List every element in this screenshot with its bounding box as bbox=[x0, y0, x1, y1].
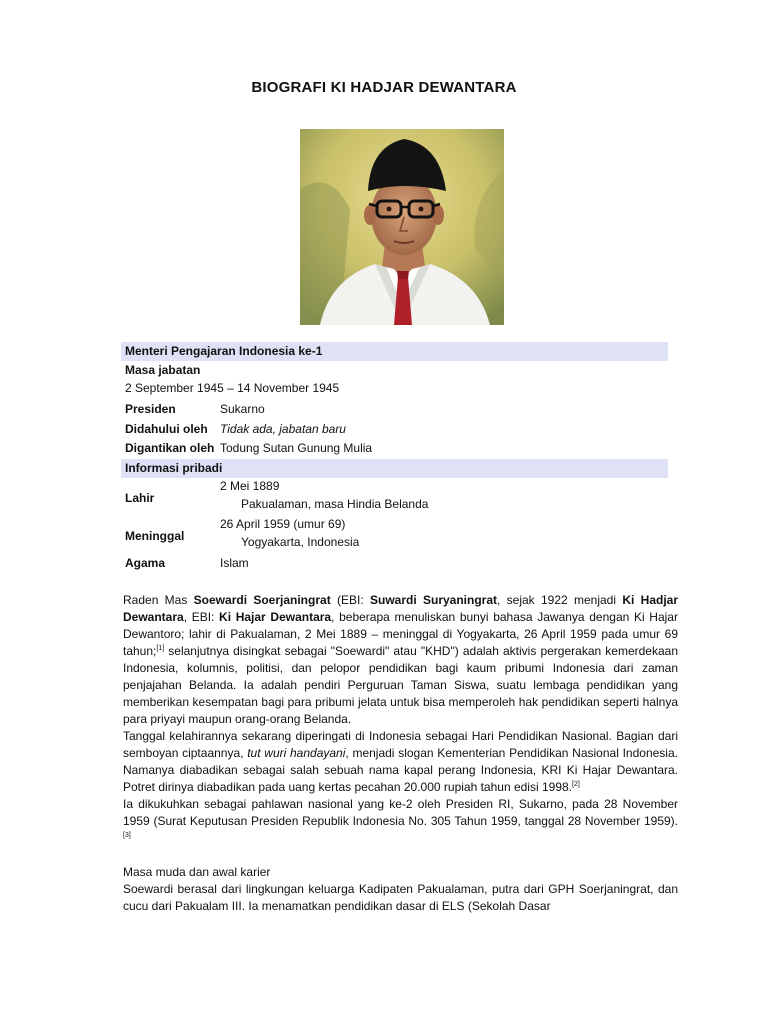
p1-text: selanjutnya disingkat sebagai "Soewardi" atau "KHD") adalah aktivis pergerakan kemerdekaan Indonesia, kolumnis, politisi, dan pelopor pendidikan bagi kaum pribumi Indonesia dari zaman penjajahan Belanda. Ia adalah pendiri Perguruan Taman Siswa, suatu lembaga pendidikan yang memberikan kesempatan bagi para pribumi jelata untuk bisa memperoleh hak pendidikan seperti halnya para priyayi maupun orang-orang Belanda. bbox=[123, 644, 678, 726]
preceded-value: Tidak ada, jabatan baru bbox=[220, 422, 346, 436]
born-date: 2 Mei 1889 bbox=[220, 479, 280, 493]
document-title: BIOGRAFI KI HADJAR DEWANTARA bbox=[251, 79, 517, 96]
term-label: Masa jabatan bbox=[125, 363, 201, 377]
religion-value: Islam bbox=[220, 556, 249, 570]
president-label: Presiden bbox=[125, 402, 176, 416]
article-body bbox=[123, 592, 678, 915]
preceded-label: Didahului oleh bbox=[125, 422, 208, 436]
citation-ref-3[interactable]: [3] bbox=[123, 832, 131, 839]
paragraph-intro bbox=[123, 592, 678, 728]
p2-motto-italic: tut wuri handayani bbox=[247, 746, 346, 760]
p1-text: , EBI: bbox=[183, 610, 220, 624]
p3-text: Ia dikukuhkan sebagai pahlawan nasional yang ke-2 oleh Presiden RI, Sukarno, pada 28 November 1959 (Surat Keputusan Presiden Republik Indonesia No. 305 Tahun 1959, tanggal 28 November 1959). bbox=[123, 797, 678, 828]
p1-text: (EBI: bbox=[330, 593, 370, 607]
p2-text: , menjadi slogan Kementerian Pendidikan Nasional Indonesia. Namanya diabadikan sebagai salah sebuah nama kapal perang Indonesia, KRI Ki Hajar Dewantara. Potret dirinya diabadikan pada uang kertas pecahan 20.000 rupiah tahun edisi 1998. bbox=[123, 746, 678, 794]
personal-info-header: Informasi pribadi bbox=[121, 459, 668, 478]
citation-ref-1[interactable]: [1] bbox=[156, 645, 165, 652]
term-value: 2 September 1945 – 14 November 1945 bbox=[125, 381, 340, 395]
died-date: 26 April 1959 (umur 69) bbox=[220, 517, 346, 531]
p1-name-bold: Ki Hajar Dewantara bbox=[219, 610, 332, 624]
paragraph-early-life: Soewardi berasal dari lingkungan keluarga Kadipaten Pakualaman, putra dari GPH Soerjaningrat, dan cucu dari Pakualam III. Ia menamatkan pendidikan dasar di ELS (Sekolah Dasar bbox=[123, 882, 678, 913]
born-place: Pakualaman, masa Hindia Belanda bbox=[241, 497, 429, 511]
p1-name-bold: Ki Hadjar Dewantara bbox=[123, 593, 679, 624]
paragraph-legacy bbox=[123, 728, 678, 796]
succeeded-label: Digantikan oleh bbox=[125, 441, 215, 455]
p1-text: , beberapa menuliskan bunyi bahasa Jawanya dengan Ki Hajar Dewantoro; lahir di Pakualaman, 2 Mei 1889 – meninggal di Yogyakarta, 26 April 1959 pada umur 69 tahun; bbox=[123, 610, 678, 658]
p1-name-bold: Suwardi Suryaningrat bbox=[370, 593, 498, 607]
religion-label: Agama bbox=[125, 556, 166, 570]
section-heading: Masa muda dan awal karier bbox=[123, 865, 271, 879]
p1-name-bold: Soewardi Soerjaningrat bbox=[193, 593, 331, 607]
infobox-office-header: Menteri Pengajaran Indonesia ke-1 bbox=[121, 342, 668, 361]
paragraph-hero bbox=[123, 796, 678, 847]
p2-text: Tanggal kelahirannya sekarang diperingati di Indonesia sebagai Hari Pendidikan Nasional. Bagian dari semboyan ciptaannya, bbox=[123, 729, 678, 760]
infobox bbox=[121, 342, 668, 574]
citation-ref-2[interactable]: [2] bbox=[572, 781, 580, 788]
president-value: Sukarno bbox=[220, 402, 265, 416]
p1-text: , sejak 1922 menjadi bbox=[497, 593, 623, 607]
succeeded-value: Todung Sutan Gunung Mulia bbox=[220, 441, 373, 455]
died-place: Yogyakarta, Indonesia bbox=[241, 535, 360, 549]
died-label: Meninggal bbox=[125, 529, 185, 543]
p1-text: Raden Mas bbox=[123, 593, 194, 607]
born-label: Lahir bbox=[125, 491, 155, 505]
portrait-photo bbox=[300, 129, 504, 325]
